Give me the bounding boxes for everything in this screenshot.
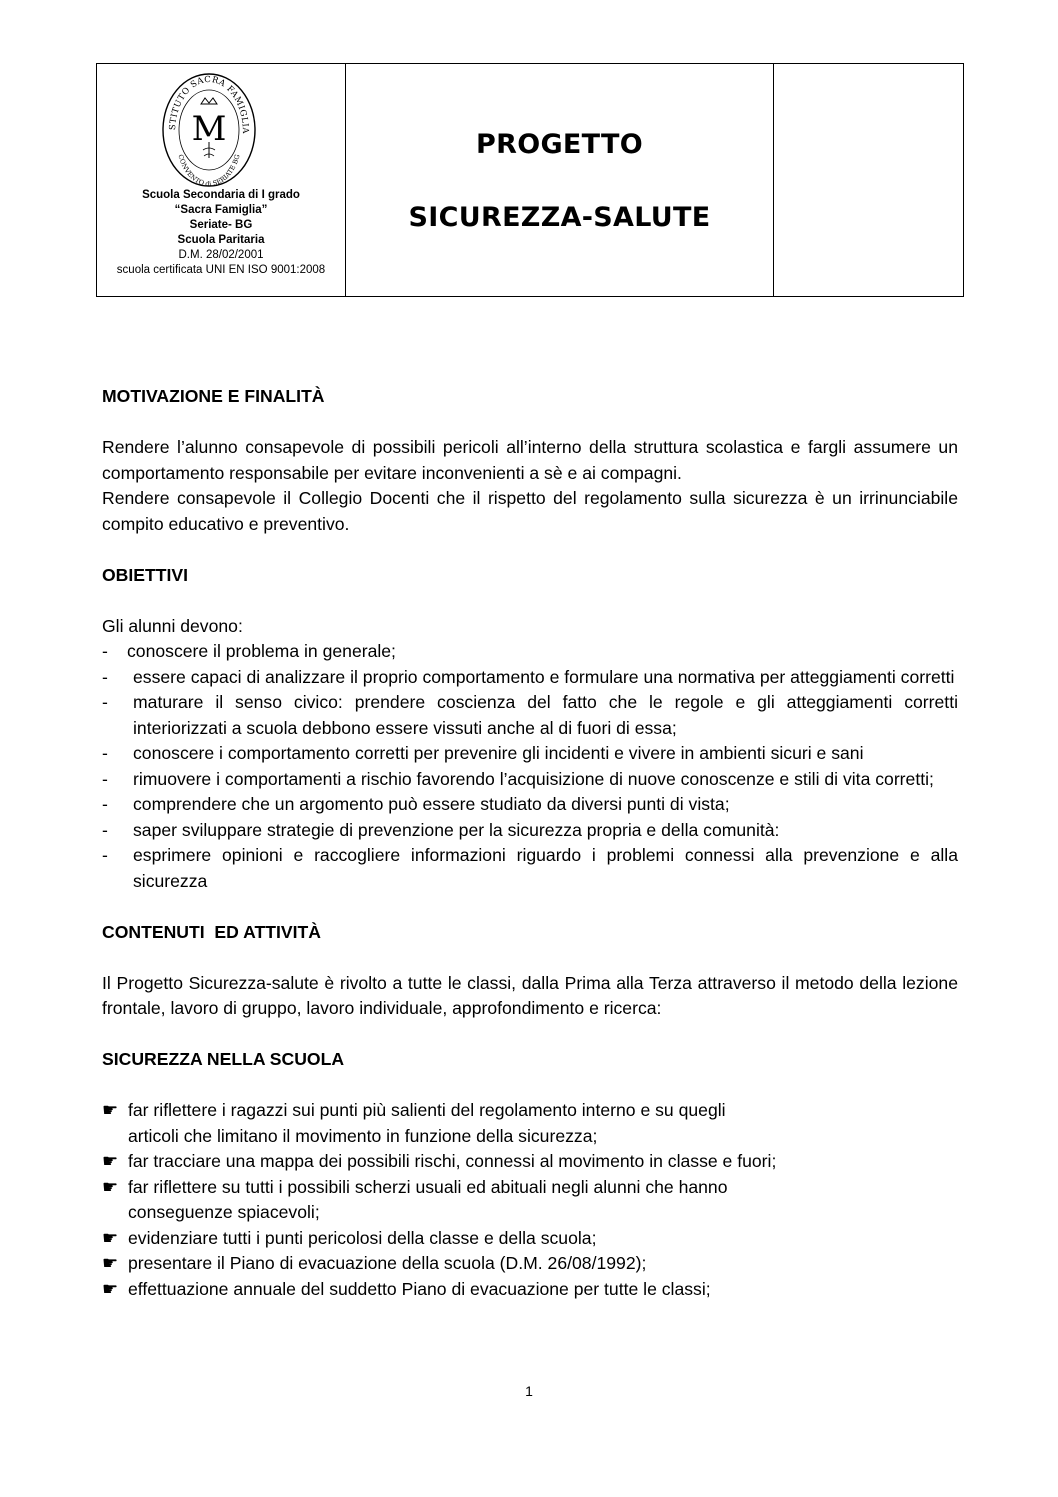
list-item-text: essere capaci di analizzare il proprio comportamento e formulare una normativa per atteggiamenti corretti <box>133 666 955 687</box>
pointing-hand-icon: ☛ <box>102 1227 119 1248</box>
safety-list <box>102 1098 958 1302</box>
dash-bullet: - <box>102 768 108 789</box>
list-item-text: rimuovere i comportamenti a rischio favorendo l’acquisizione di nuove conoscenze e stili di vita corretti; <box>133 768 934 789</box>
list-item-text: esprimere opinioni e raccogliere informazioni riguardo i problemi connessi alla prevenzione e alla sicurezza <box>133 845 958 891</box>
section-heading-contenuti: CONTENUTI ED ATTIVITÀ <box>102 921 321 942</box>
school-logo <box>161 70 257 188</box>
school-info <box>97 188 345 278</box>
dash-bullet: - <box>102 692 108 712</box>
pointing-hand-icon: ☛ <box>102 1278 119 1299</box>
dash-bullet: - <box>102 819 108 840</box>
list-item-text: conoscere il problema in generale; <box>127 641 396 661</box>
section-heading-obiettivi: OBIETTIVI <box>102 564 189 585</box>
list-item <box>102 639 958 665</box>
pointing-hand-icon: ☛ <box>102 1100 119 1120</box>
list-item <box>102 1251 958 1277</box>
logo-bottom-text: CONVENTO di SERIATE BG <box>176 153 242 188</box>
list-item-text: effettuazione annuale del suddetto Piano di evacuazione per tutte le classi; <box>128 1278 711 1299</box>
list-item <box>102 792 958 818</box>
list-item <box>102 1175 958 1226</box>
paragraph: Il Progetto Sicurezza-salute è rivolto a tutte le classi, dalla Prima alla Terza attraverso il metodo della lezione frontale, lavoro di gruppo, lavoro individuale, approfondimento e ricerca: <box>102 972 958 1018</box>
list-item <box>102 1277 958 1303</box>
list-item <box>102 1226 958 1252</box>
list-item <box>102 818 958 844</box>
dash-bullet: - <box>102 743 108 763</box>
paragraph: Rendere l’alunno consapevole di possibili pericoli all’interno della struttura scolastica e fargli assumere un comportamento responsabile per evitare inconvenienti a sè e ai compagni. <box>102 437 958 483</box>
dash-bullet: - <box>102 845 108 865</box>
list-item-text: far riflettere i ragazzi sui punti più salienti del regolamento interno e su quegli <box>128 1100 726 1120</box>
pointing-hand-icon: ☛ <box>102 1253 119 1273</box>
title-cell <box>346 64 774 296</box>
list-item-text: presentare il Piano di evacuazione della scuola (D.M. 26/08/1992); <box>128 1253 647 1273</box>
paragraph: Rendere consapevole il Collegio Docenti che il rispetto del regolamento sulla sicurezza è un irrinunciabile compito educativo e preventivo. <box>102 488 958 534</box>
list-item <box>102 1098 958 1149</box>
pointing-hand-icon: ☛ <box>102 1176 119 1197</box>
section-heading-motivazione: MOTIVAZIONE E FINALITÀ <box>102 386 325 406</box>
header-table <box>96 63 964 297</box>
list-item <box>102 843 958 894</box>
list-item-text: saper sviluppare strategie di prevenzione per la sicurezza propria e della comunità: <box>133 819 780 840</box>
list-item <box>102 665 958 691</box>
list-item-text: evidenziare tutti i punti pericolosi della classe e della scuola; <box>128 1227 597 1248</box>
document-title-line2: SICUREZZA-SALUTE <box>408 202 711 233</box>
logo-monogram: M <box>191 109 227 149</box>
list-intro: Gli alunni devono: <box>102 615 243 636</box>
section-heading-sicurezza: SICUREZZA NELLA SCUOLA <box>102 1049 345 1069</box>
list-item-text: far riflettere su tutti i possibili scherzi usuali ed abituali negli alunni che hanno <box>128 1176 728 1197</box>
school-type: Scuola Paritaria <box>177 234 265 246</box>
document-title-line1: PROGETTO <box>476 129 643 160</box>
list-item-text: conoscere i comportamento corretti per prevenire gli incidenti e vivere in ambienti sicuri e sani <box>133 743 864 763</box>
school-cell <box>97 64 346 296</box>
school-city: Seriate- BG <box>189 219 253 231</box>
list-item-text: conseguenze spiacevoli; <box>128 1202 320 1222</box>
list-item-text: comprendere che un argomento può essere studiato da diversi punti di vista; <box>133 794 730 814</box>
list-item <box>102 1149 958 1175</box>
pointing-hand-icon: ☛ <box>102 1151 119 1171</box>
list-item <box>102 690 958 741</box>
list-item-text: far tracciare una mappa dei possibili rischi, connessi al movimento in classe e fuori; <box>128 1151 777 1171</box>
school-title: “Sacra Famiglia” <box>174 204 268 216</box>
dash-bullet: - <box>102 666 108 687</box>
list-item <box>102 767 958 793</box>
school-certification: scuola certificata UNI EN ISO 9001:2008 <box>116 264 326 276</box>
list-item-text: maturare il senso civico: prendere coscienza del fatto che le regole e gli atteggiamenti corretti interiorizzati a scuola debbono essere vissuti anche al di fuori di essa; <box>133 692 958 738</box>
list-item <box>102 741 958 767</box>
svg-text:CONVENTO di SERIATE BG <box>176 153 241 188</box>
list-item-text: articoli che limitano il movimento in funzione della sicurezza; <box>128 1125 598 1146</box>
school-decree: D.M. 28/02/2001 <box>178 249 264 261</box>
objectives-list <box>102 639 958 894</box>
page-number: 1 <box>525 1383 533 1399</box>
school-name: Scuola Secondaria di I grado <box>142 189 300 201</box>
empty-cell <box>774 64 963 296</box>
document-body <box>102 384 958 1302</box>
dash-bullet: - <box>102 794 108 814</box>
logo-top-text: STITUTO SACRA FAMIGLIA <box>167 74 251 135</box>
dash-bullet: - <box>102 641 108 661</box>
